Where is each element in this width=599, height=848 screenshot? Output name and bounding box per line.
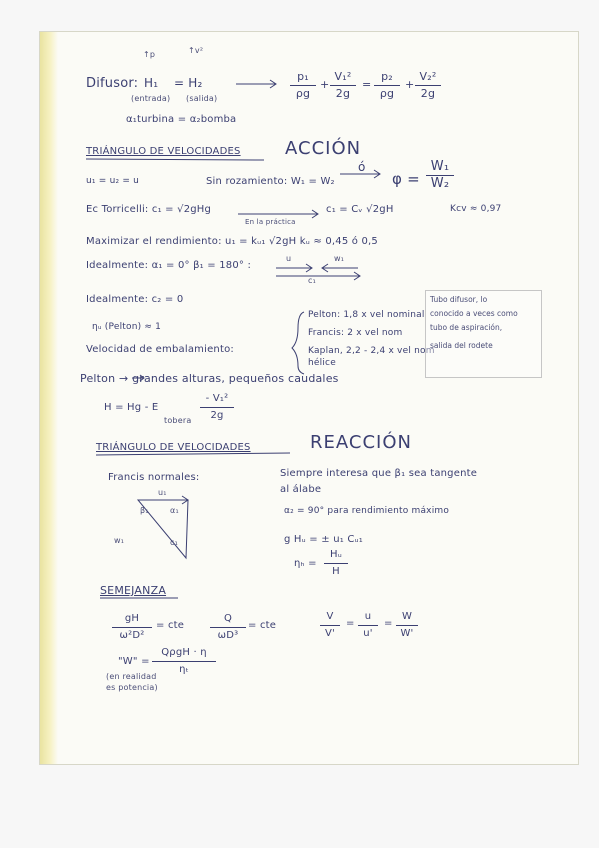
alpha-turbina-bomba: α₁turbina = α₂bomba [126, 114, 237, 125]
embalamiento-helice: hélice [308, 358, 336, 368]
semejanza-eq-cte-2: = cte [248, 620, 277, 631]
idealmente-c2: Idealmente: c₂ = 0 [86, 294, 184, 305]
difusor-frac-p1: p₁ ρg [290, 70, 316, 101]
accion-heading-small: TRIÁNGULO DE VELOCIDADES [86, 146, 241, 157]
alpha2-90: α₂ = 90° para rendimiento máximo [284, 506, 450, 516]
difusor-plus-2: + [405, 78, 415, 91]
vector-c-label: c₁ [308, 276, 317, 285]
h-equation-frac: - V₁² 2g [200, 392, 234, 423]
embalamiento-francis: Francis: 2 x vel nom [308, 328, 403, 338]
accion-heading-big: ACCIÓN [285, 138, 362, 159]
difusor-plus-1: + [320, 78, 330, 91]
accion-o-mark: ó [358, 160, 366, 174]
difusor-entrada: (entrada) [131, 94, 171, 103]
reaccion-heading-small: TRIÁNGULO DE VELOCIDADES [96, 442, 251, 453]
accion-o-arrow [340, 170, 380, 178]
triangle-c1-label: c₁ [170, 538, 179, 547]
difusor-salida: (salida) [186, 94, 218, 103]
embalamiento-brace [292, 312, 304, 374]
velocity-triangle [138, 500, 188, 558]
triangle-beta1-label: β₁ [140, 506, 149, 515]
siempre-interesa: Siempre interesa que β₁ sea tangente [280, 468, 478, 479]
note-line: salida del rodete [430, 341, 493, 350]
velocidad-embalamiento: Velocidad de embalamiento: [86, 344, 234, 355]
torricelli-eq: Ec Torricelli: c₁ = √2gHg [86, 204, 212, 215]
notebook-page [40, 32, 578, 764]
difusor-label: Difusor: [86, 76, 139, 91]
semejanza-equals-1: = [346, 618, 355, 629]
triangle-u1-label: u₁ [158, 488, 167, 497]
difusor-h2: = H₂ [174, 76, 203, 90]
handwritten-strokes [40, 32, 578, 764]
francis-normales: Francis normales: [108, 472, 200, 483]
eta-h-frac: Hᵤ H [324, 548, 348, 579]
eta-h-lhs: ηₕ = [294, 558, 317, 569]
h-equation: H = Hg - E [104, 402, 159, 413]
potencia-lhs: "W" = [118, 656, 150, 667]
triangle-alpha1-label: α₁ [170, 506, 179, 515]
semejanza-frac-q: Q ωD³ [210, 612, 246, 643]
torricelli-arrow [238, 210, 318, 218]
difusor-frac-v1: V₁² 2g [330, 70, 356, 101]
kcv-value: Kcv ≈ 0,97 [450, 204, 502, 214]
embalamiento-kaplan: Kaplan, 2,2 - 2,4 x vel nom [308, 346, 435, 356]
al-alabe: al álabe [280, 484, 322, 495]
eta-pelton: ηᵤ (Pelton) ≈ 1 [92, 322, 162, 332]
difusor-arrow [236, 80, 276, 88]
idealmente-angles: Idealmente: α₁ = 0° β₁ = 180° : [86, 260, 252, 271]
vector-u-arrow [276, 264, 312, 272]
accion-sin-rozamiento: Sin rozamiento: W₁ = W₂ [206, 176, 335, 187]
note-line: conocido a veces como [430, 309, 518, 318]
note-line: tubo de aspiración, [430, 323, 503, 332]
note-line: Tubo difusor, lo [430, 295, 488, 304]
difusor-h1: H₁ [144, 76, 159, 90]
vector-u-label: u [286, 254, 292, 263]
difusor-equals: = [362, 78, 372, 91]
p-increase-note: ↑p [143, 50, 156, 59]
max-rendimiento: Maximizar el rendimiento: u₁ = kᵤ₁ √2gH kᵤ ≈ 0,45 ó 0,5 [86, 236, 378, 247]
difusor-frac-v2: V₂² 2g [415, 70, 441, 101]
semejanza-equals-2: = [384, 618, 393, 629]
accion-heading-underline [86, 159, 264, 160]
semejanza-frac-u: u u' [358, 610, 378, 641]
vector-w-label: w₁ [334, 254, 345, 263]
difusor-frac-p2: p₂ ρg [374, 70, 400, 101]
triangle-u-arrow [138, 496, 188, 504]
h-equation-sub: tobera [164, 416, 192, 425]
semejanza-heading: SEMEJANZA [100, 584, 167, 597]
v2-increase-note: ↑v² [188, 46, 204, 55]
reaccion-heading-underline [96, 453, 290, 455]
semejanza-frac-v: V V' [320, 610, 340, 641]
torricelli-real: c₁ = Cᵥ √2gH [326, 204, 394, 215]
torricelli-practica-note: En la práctica [245, 218, 296, 226]
semejanza-frac-gh: gH ω²D² [112, 612, 152, 643]
potencia-note-1: (en realidad [106, 672, 157, 681]
semejanza-frac-w: W W' [396, 610, 418, 641]
g-hu-equation: g Hᵤ = ± u₁ Cᵤ₁ [284, 534, 363, 545]
semejanza-eq-cte-1: = cte [156, 620, 185, 631]
accion-u-equal: u₁ = u₂ = u [86, 176, 140, 186]
reaccion-heading-big: REACCIÓN [310, 432, 412, 453]
triangle-w1-label: w₁ [114, 536, 125, 545]
accion-phi-frac: W₁ W₂ [426, 160, 454, 191]
embalamiento-pelton: Pelton: 1,8 x vel nominal [308, 310, 425, 320]
potencia-note-2: es potencia) [106, 683, 158, 692]
vector-c-arrow [276, 272, 360, 280]
pelton-grandes-alturas: Pelton → grandes alturas, pequeños caudales [80, 372, 339, 385]
potencia-frac: QρgH · η ηₜ [152, 646, 216, 677]
accion-phi-lhs: φ = [392, 170, 420, 188]
vector-w-arrow [322, 264, 358, 272]
pelton-arrow [132, 375, 144, 381]
